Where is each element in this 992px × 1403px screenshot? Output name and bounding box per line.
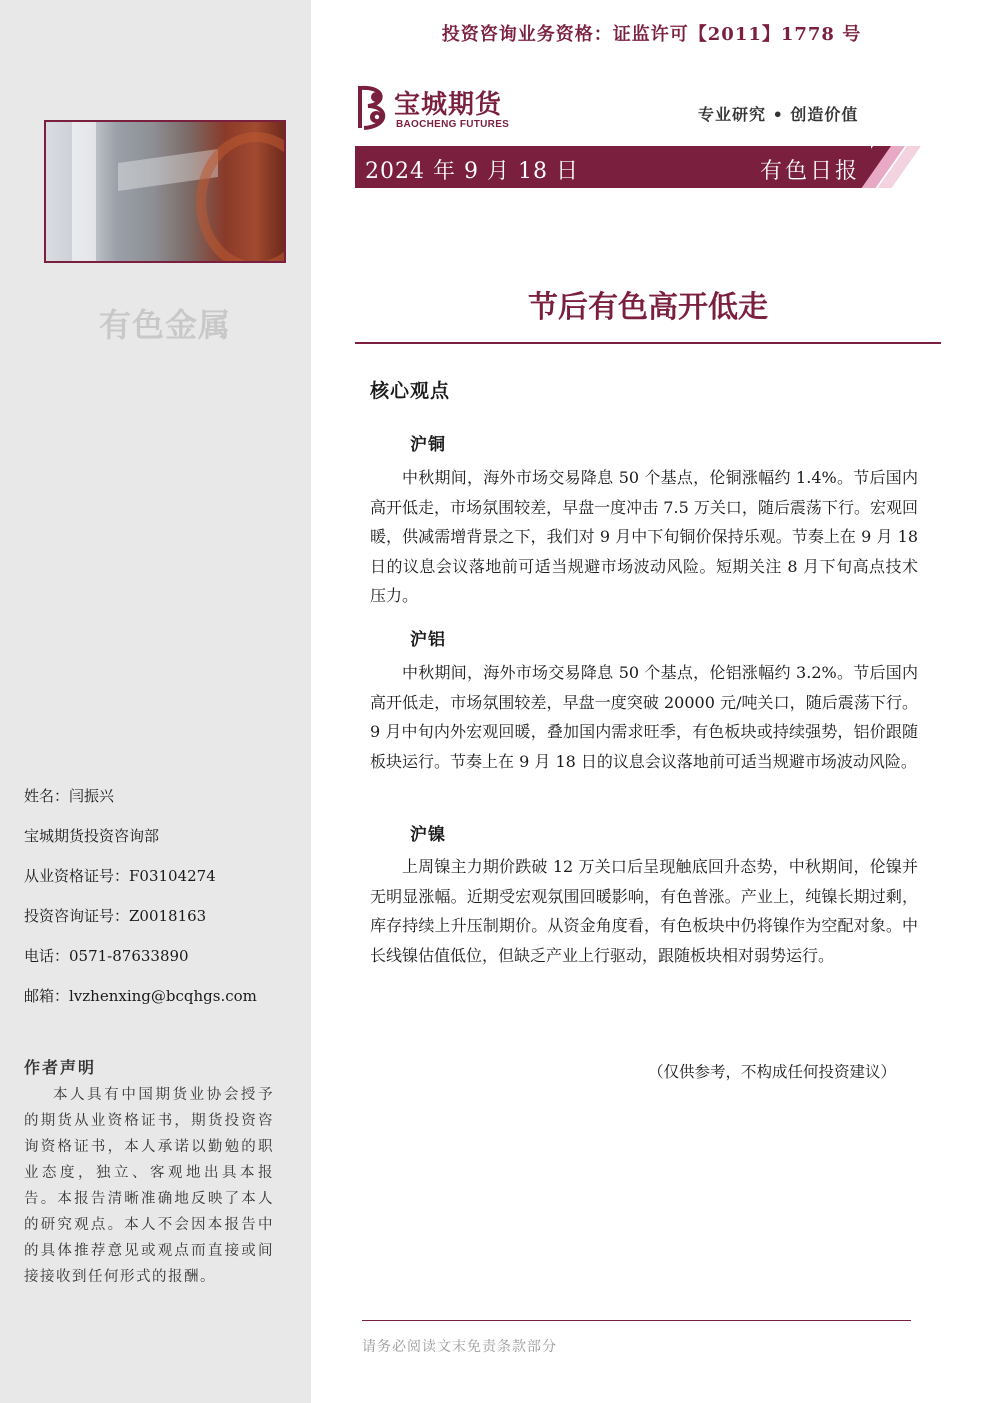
slogan: 专业研究 • 创造价值 (698, 105, 859, 124)
photo-highlight (72, 122, 96, 263)
report-title: 节后有色高开低走 (528, 290, 768, 325)
statement-body: 本人具有中国期货业协会授予的期货从业资格证书，期货投资咨询资格证书，本人承诺以勤勉的职业态度，独立、客观地出具本报告。本报告清晰准确地反映了本人的研究观点。本人不会因本报告中的具体推荐意见或观点而直接或间接接收到任何形式的报酬。 (24, 1087, 274, 1285)
company-logo (356, 84, 546, 134)
nickel-heading: 沪镍 (410, 825, 446, 845)
logo-text-en: BAOCHENG FUTURES (396, 119, 510, 130)
aluminum-heading: 沪铝 (410, 630, 446, 650)
report-date: 2024 年 9 月 18 日 (365, 159, 579, 184)
sidebar (0, 0, 311, 1403)
core-view-heading: 核心观点 (370, 380, 451, 402)
sector-label: 有色金属 (98, 306, 231, 344)
footer-divider (362, 1320, 911, 1321)
logo-mark-icon (356, 84, 392, 130)
copper-heading: 沪铜 (410, 435, 446, 455)
footer-note: 请务必阅读文末免责条款部分 (362, 1339, 557, 1355)
analyst-phone: 电话：0571-87633890 (24, 947, 189, 965)
analyst-email[interactable]: 邮箱：lvzhenxing@bcqhgs.com (24, 987, 257, 1005)
disclaimer: （仅供参考，不构成任何投资建议） (648, 1063, 897, 1081)
report-type: 有色日报 (760, 159, 861, 184)
analyst-qualification: 从业资格证号：F03104274 (24, 867, 216, 885)
analyst-department: 宝城期货投资咨询部 (24, 827, 160, 845)
analyst-name: 姓名：闫振兴 (24, 787, 115, 805)
analyst-contact (24, 776, 294, 1016)
license-line: 投资咨询业务资格：证监许可【2011】1778 号 (441, 24, 862, 45)
statement-title: 作者声明 (24, 1058, 97, 1077)
aluminum-paragraph: 中秋期间，海外市场交易降息 50 个基点，伦铝涨幅约 3.2%。节后国内高开低走，市场氛围较差，早盘一度突破 20000 元/吨关口，随后震荡下行。9 月中旬内外宏观回暖，叠加国内需求旺季，有色板块或持续强势，铝价跟随板块运行。节奏上在 9 月 18 日的议息会议落地前可适当规避市场波动风险。 (370, 663, 918, 771)
copper-paragraph: 中秋期间，海外市场交易降息 50 个基点，伦铜涨幅约 1.4%。节后国内高开低走，市场氛围较差，早盘一度冲击 7.5 万关口，随后震荡下行。宏观回暖，供减需增背景之下，我们对 9 月中下旬铜价保持乐观。节奏上在 9 月 18 日的议息会议落地前可适当规避市场波动风险。短期关注 8 月下旬高点技术压力。 (370, 468, 918, 606)
nickel-paragraph: 上周镍主力期价跌破 12 万关口后呈现触底回升态势，中秋期间，伦镍并无明显涨幅。近期受宏观氛围回暖影响，有色普涨。产业上，纯镍长期过剩，库存持续上升压制期价。从资金角度看，有色板块中仍将镍作为空配对象。中长线镍估值低位，但缺乏产业上行驱动，跟随板块相对弱势运行。 (370, 857, 918, 965)
analyst-consulting-id: 投资咨询证号：Z0018163 (24, 907, 207, 925)
cover-photo (44, 120, 286, 263)
title-divider (355, 342, 941, 344)
report-banner (355, 146, 915, 188)
logo-text-cn: 宝城期货 (394, 90, 503, 120)
